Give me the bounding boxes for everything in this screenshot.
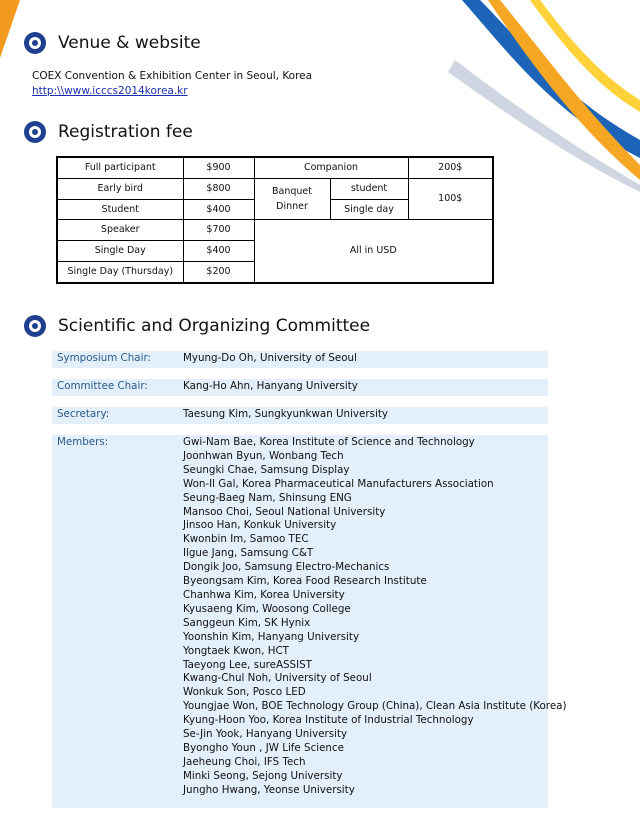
symposium-chair-label: Symposium Chair:: [57, 352, 151, 364]
list-item: Ilgue Jang, Samsung C&T: [183, 547, 314, 560]
currency-note-cell: All in USD: [254, 220, 493, 283]
secretary-label: Secretary:: [57, 408, 110, 420]
banquet-label-line1: Banquet: [272, 185, 312, 197]
table-row: [57, 157, 493, 178]
symposium-chair-value: Myung-Do Oh, University of Seoul: [183, 352, 357, 364]
corner-triangle-decoration: [0, 0, 20, 58]
list-item: Jinsoo Han, Konkuk University: [183, 519, 337, 532]
list-item: Yoonshin Kim, Hanyang University: [183, 630, 360, 643]
committee-chair-label: Committee Chair:: [57, 380, 148, 392]
fee-category-cell: Speaker: [57, 220, 183, 241]
fee-category-cell: Early bird: [57, 178, 183, 199]
website-link[interactable]: http:\\www.icccs2014korea.kr: [32, 85, 188, 97]
banquet-single-day-cell: Single day: [330, 199, 408, 220]
list-item: Gwi-Nam Bae, Korea Institute of Science and Technology: [183, 436, 475, 448]
fee-amount-cell: $200: [183, 262, 254, 283]
members-list: [183, 436, 566, 798]
table-row: [57, 178, 493, 199]
list-item: Kwang-Chul Noh, University of Seoul: [183, 672, 372, 685]
committee-section-header: [24, 315, 370, 337]
members-label: Members:: [57, 436, 109, 448]
banquet-label-cell: [254, 178, 330, 220]
list-item: Byongho Youn , JW Life Science: [183, 741, 344, 754]
list-item: Se-Jin Yook, Hanyang University: [183, 728, 348, 741]
list-item: Jungho Hwang, Yeonse University: [183, 783, 355, 796]
companion-fee-cell: 200$: [408, 157, 493, 178]
registration-fee-table: [56, 156, 494, 284]
list-item: Dongik Joo, Samsung Electro-Mechanics: [183, 561, 390, 574]
list-item: Kyung-Hoon Yoo, Korea Institute of Industrial Technology: [183, 714, 474, 727]
registration-section-header: [24, 121, 193, 143]
list-item: Sanggeun Kim, SK Hynix: [183, 616, 311, 629]
fee-amount-cell: $800: [183, 178, 254, 199]
table-row: [57, 220, 493, 241]
swoosh-decoration-yellow: [530, 0, 640, 112]
list-item: Won-Il Gal, Korea Pharmaceutical Manufacturers Association: [183, 477, 494, 490]
fee-category-cell: Student: [57, 199, 183, 220]
list-item: Youngjae Won, BOE Technology Group (China), Clean Asia Institute (Korea): [183, 700, 567, 713]
list-item: Minki Seong, Sejong University: [183, 769, 343, 782]
list-item: Jaeheung Choi, IFS Tech: [183, 755, 306, 768]
list-item: Seung-Baeg Nam, Shinsung ENG: [183, 491, 352, 504]
list-item: Yongtaek Kwon, HCT: [183, 644, 289, 657]
venue-heading: Venue & website: [58, 33, 201, 53]
list-item: Joonhwan Byun, Wonbang Tech: [183, 449, 344, 462]
fee-category-cell: Single Day: [57, 241, 183, 262]
venue-name: COEX Convention & Exhibition Center in Seoul, Korea: [32, 70, 313, 82]
section-bullet-icon: [24, 121, 46, 143]
list-item: Kyusaeng Kim, Woosong College: [183, 602, 351, 615]
symposium-chair-row: [52, 351, 548, 368]
registration-heading: Registration fee: [58, 122, 193, 142]
section-bullet-icon: [24, 315, 46, 337]
section-bullet-icon: [24, 32, 46, 54]
list-item: Byeongsam Kim, Korea Food Research Institute: [183, 575, 427, 588]
fee-category-cell: Full participant: [57, 157, 183, 178]
fee-amount-cell: $400: [183, 241, 254, 262]
secretary-value: Taesung Kim, Sungkyunkwan University: [183, 408, 388, 420]
list-item: Chanhwa Kim, Korea University: [183, 588, 345, 601]
list-item: Wonkuk Son, Posco LED: [183, 686, 306, 699]
fee-category-cell: Single Day (Thursday): [57, 262, 183, 283]
list-item: Mansoo Choi, Seoul National University: [183, 505, 386, 518]
banquet-student-cell: student: [330, 178, 408, 199]
members-row: [52, 435, 567, 808]
fee-amount-cell: $700: [183, 220, 254, 241]
fee-amount-cell: $400: [183, 199, 254, 220]
committee-heading: Scientific and Organizing Committee: [58, 316, 371, 336]
list-item: Kwonbin Im, Samoo TEC: [183, 533, 309, 546]
banquet-fee-cell: 100$: [408, 178, 493, 220]
companion-label-cell: Companion: [254, 157, 408, 178]
list-item: Seungki Chae, Samsung Display: [183, 463, 350, 476]
fee-amount-cell: $900: [183, 157, 254, 178]
secretary-row: [52, 407, 548, 424]
committee-chair-row: [52, 379, 548, 396]
list-item: Taeyong Lee, sureASSIST: [183, 658, 312, 671]
venue-section-header: [24, 32, 201, 54]
committee-chair-value: Kang-Ho Ahn, Hanyang University: [183, 380, 358, 392]
banquet-label-line2: Dinner: [276, 201, 308, 213]
